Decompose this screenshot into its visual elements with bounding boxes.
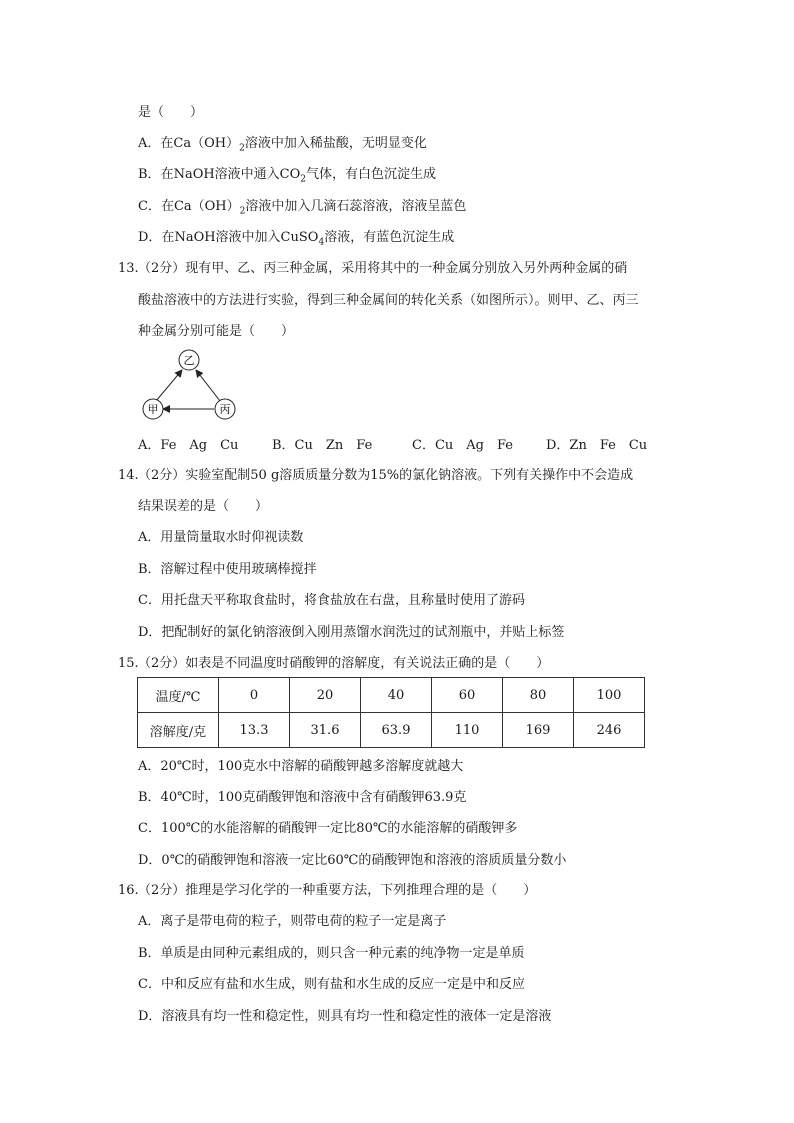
q15-option-d: D．0℃的硝酸钾饱和溶液一定比60℃的硝酸钾饱和溶液的溶质质量分数小 [138, 853, 567, 868]
node-bing-label: 丙 [219, 403, 231, 416]
q15-stem-line1: （2分）如表是不同温度时硝酸钾的溶解度，有关说法正确的是（ ） [138, 656, 550, 671]
table-cell: 246 [574, 713, 645, 748]
q14-option-d: D．把配制好的氯化钠溶液倒入刚用蒸馏水润洗过的试剂瓶中，并贴上标签 [138, 625, 565, 640]
q16-option-a: A．离子是带电荷的粒子，则带电荷的粒子一定是离子 [138, 914, 447, 929]
q14-option-c: C．用托盘天平称取食盐时，将食盐放在右盘，且称量时使用了游码 [138, 593, 525, 608]
q13-stem-line1: （2分）现有甲、乙、丙三种金属，采用将其中的一种金属分别放入另外两种金属的硝 [138, 261, 628, 276]
table-row [138, 678, 645, 713]
q13-stem-line3: 种金属分别可能是（ ） [138, 324, 295, 339]
q16-option-d: D．溶液具有均一性和稳定性，则具有均一性和稳定性的液体一定是溶液 [138, 1009, 552, 1024]
q15-option-a: A．20℃时，100克水中溶解的硝酸钾越多溶解度就越大 [138, 759, 464, 774]
q13-option-a: A．Fe Ag Cu [138, 438, 239, 453]
table-row-head: 温度/℃ [138, 678, 219, 713]
table-cell: 60 [432, 678, 503, 713]
table-cell: 80 [503, 678, 574, 713]
solubility-table [137, 677, 645, 748]
metal-conversion-diagram [135, 345, 245, 425]
table-cell: 20 [290, 678, 361, 713]
table-cell: 40 [361, 678, 432, 713]
table-row [138, 713, 645, 748]
q13-number: 13. [118, 261, 139, 276]
table-cell: 13.3 [219, 713, 290, 748]
q14-stem-line2: 结果误差的是（ ） [138, 499, 269, 514]
q13-option-b: B．Cu Zn Fe [272, 438, 373, 453]
table-cell: 63.9 [361, 713, 432, 748]
q12-option-c: C．在$Ca(OH)_2$溶液中加入几滴石蕊溶液，溶液呈蓝色 [138, 199, 467, 217]
table-cell: 110 [432, 713, 503, 748]
table-cell: 169 [503, 713, 574, 748]
q12-stem-tail: 是（ ） [138, 105, 204, 120]
q13-option-c: C．Cu Ag Fe [412, 438, 513, 453]
q12-option-d: D．在NaOH溶液中加入CuSO$_4$溶液，有蓝色沉淀生成 [138, 230, 455, 248]
q13-stem-line2: 酸盐溶液中的方法进行实验，得到三种金属间的转化关系（如图所示）。则甲、乙、丙三 [138, 293, 639, 308]
table-cell: 0 [219, 678, 290, 713]
node-jia-label: 甲 [147, 403, 159, 416]
q12-option-a: A．在$Ca(OH)_2$溶液中加入稀盐酸，无明显变化 [138, 136, 427, 154]
q14-number: 14. [118, 468, 139, 483]
q15-number: 15. [118, 656, 139, 671]
q13-option-d: D．Zn Fe Cu [546, 438, 648, 453]
table-row-head: 溶解度/克 [138, 713, 219, 748]
q16-stem-line1: （2分）推理是学习化学的一种重要方法，下列推理合理的是（ ） [138, 883, 537, 898]
q14-option-a: A．用量筒量取水时仰视读数 [138, 530, 304, 545]
q14-stem-line1: （2分）实验室配制50 g溶质质量分数为15%的氯化钠溶液。下列有关操作中不会造成 [138, 468, 634, 483]
q16-option-c: C．中和反应有盐和水生成，则有盐和水生成的反应一定是中和反应 [138, 977, 525, 992]
q14-option-b: B．溶解过程中使用玻璃棒搅拌 [138, 562, 317, 577]
table-cell: 100 [574, 678, 645, 713]
q16-option-b: B．单质是由同种元素组成的，则只含一种元素的纯净物一定是单质 [138, 946, 525, 961]
q16-number: 16. [118, 883, 139, 898]
q12-option-b: B．在NaOH溶液中通入$CO_2$气体，有白色沉淀生成 [138, 167, 437, 185]
node-yi-label: 乙 [183, 354, 195, 367]
q15-option-c: C．100℃的水能溶解的硝酸钾一定比80℃的水能溶解的硝酸钾多 [138, 821, 518, 836]
q15-option-b: B．40℃时，100克硝酸钾饱和溶液中含有硝酸钾63.9克 [138, 790, 467, 805]
table-cell: 31.6 [290, 713, 361, 748]
